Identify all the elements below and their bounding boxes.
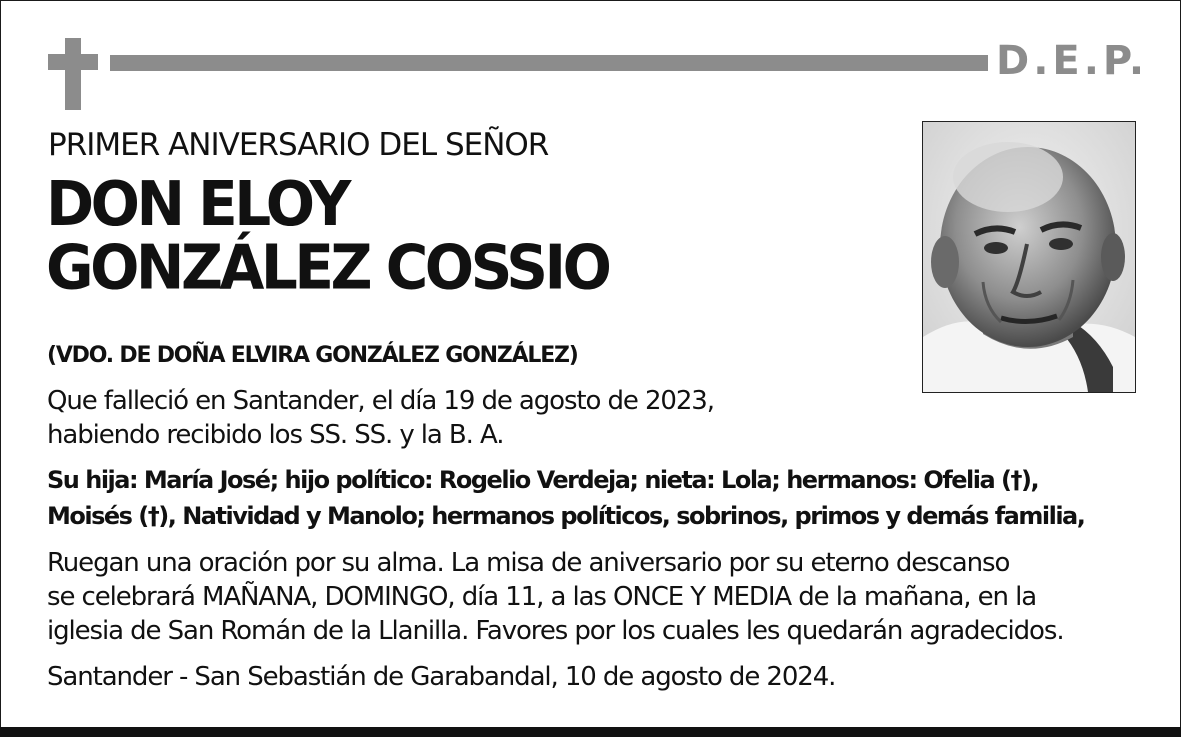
anniversary-subtitle: PRIMER ANIVERSARIO DEL SEÑOR — [48, 127, 549, 163]
death-notice — [47, 384, 714, 452]
bottom-rule — [0, 727, 1181, 737]
deceased-name-line2: GONZÁLEZ COSSIO — [46, 231, 609, 304]
widower-note: (VDO. DE DOÑA ELVIRA GONZÁLEZ GONZÁLEZ) — [47, 343, 578, 368]
header-rule — [110, 55, 988, 71]
family-line2: Moisés (†), Natividad y Manolo; hermanos políticos, sobrinos, primos y demás familia, — [47, 502, 1085, 530]
deceased-name — [46, 167, 609, 304]
place-date: Santander - San Sebastián de Garabandal, 10 de agosto de 2024. — [47, 662, 836, 692]
mass-announcement — [47, 546, 1063, 648]
cross-icon — [48, 38, 98, 110]
portrait-photo — [922, 121, 1136, 393]
mass-line2: se celebrará MAÑANA, DOMINGO, día 11, a las ONCE Y MEDIA de la mañana, en la — [47, 582, 1037, 612]
death-notice-line1: Que falleció en Santander, el día 19 de agosto de 2023, — [47, 386, 714, 416]
mass-line1: Ruegan una oración por su alma. La misa de aniversario por su eterno descanso — [47, 548, 1010, 578]
family-line1: Su hija: María José; hijo político: Rogelio Verdeja; nieta: Lola; hermanos: Ofelia (†), — [47, 466, 1039, 494]
family-list — [47, 462, 1084, 534]
mass-line3: iglesia de San Román de la Llanilla. Favores por los cuales les quedarán agradecidos. — [47, 616, 1064, 646]
death-notice-line2: habiendo recibido los SS. SS. y la B. A. — [47, 420, 504, 450]
deceased-name-line1: DON ELOY — [46, 167, 348, 240]
dep-label: D.E.P. — [996, 38, 1149, 84]
